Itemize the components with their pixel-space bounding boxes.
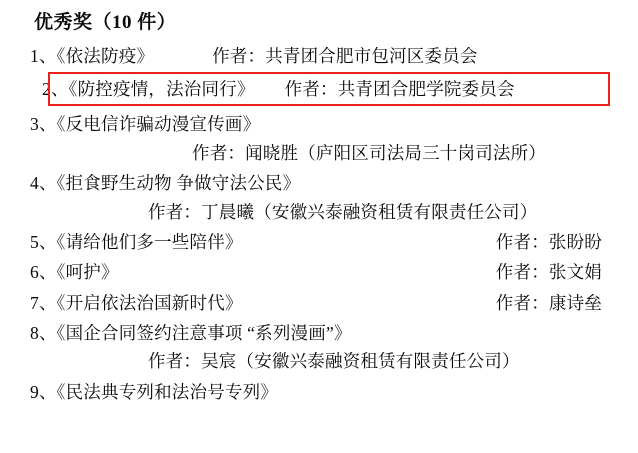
- entry-author: 作者：吴宸（安徽兴泰融资租赁有限责任公司）: [148, 351, 520, 372]
- entry-title: 8、《国企合同签约注意事项 “系列漫画”》: [30, 322, 352, 343]
- entry-author: 作者：共青团合肥市包河区委员会: [212, 45, 478, 66]
- entry-title: 4、《拒食野生动物 争做守法公民》: [30, 173, 301, 194]
- entry-line: [30, 75, 620, 103]
- list-item-highlighted: [30, 72, 620, 106]
- entry-line: [30, 228, 620, 256]
- entry-author-line: [30, 347, 620, 375]
- entry-author: 作者：闻晓胜（庐阳区司法局三十岗司法所）: [192, 142, 546, 163]
- list-item: [30, 110, 620, 167]
- entry-title: 1、《依法防疫》: [30, 45, 155, 66]
- entry-line: [30, 258, 620, 286]
- page-title: 优秀奖（10 件）: [34, 12, 177, 33]
- entry-author: 作者：张盼盼: [495, 231, 602, 252]
- entry-title: 2、《防控疫情，法治同行》: [42, 79, 255, 100]
- list-item: [30, 289, 620, 317]
- entry-author-line: [30, 198, 620, 226]
- entry-line: [30, 169, 620, 197]
- entry-line: [30, 42, 620, 70]
- entry-line: [30, 110, 620, 138]
- list-item: [30, 42, 620, 70]
- entry-author-line: [30, 139, 620, 167]
- entry-author: 作者：康诗垒: [495, 292, 602, 313]
- list-item: [30, 319, 620, 376]
- entry-author: 作者：张文娟: [495, 262, 602, 283]
- entry-line: [30, 319, 620, 347]
- entry-title: 6、《呵护》: [30, 262, 119, 283]
- entry-line: [30, 378, 620, 406]
- entry-title: 5、《请给他们多一些陪伴》: [30, 231, 243, 252]
- list-item: [30, 258, 620, 286]
- list-item: [30, 228, 620, 256]
- entry-title: 7、《开启依法治国新时代》: [30, 292, 243, 313]
- entry-title: 3、《反电信诈骗动漫宣传画》: [30, 114, 261, 135]
- entry-author: 作者：丁晨曦（安徽兴泰融资租赁有限责任公司）: [148, 201, 538, 222]
- list-item: [30, 169, 620, 226]
- entry-title: 9、《民法典专列和法治号专列》: [30, 381, 278, 402]
- list-item: [30, 378, 620, 406]
- entry-author: 作者：共青团合肥学院委员会: [284, 79, 515, 100]
- entry-line: [30, 289, 620, 317]
